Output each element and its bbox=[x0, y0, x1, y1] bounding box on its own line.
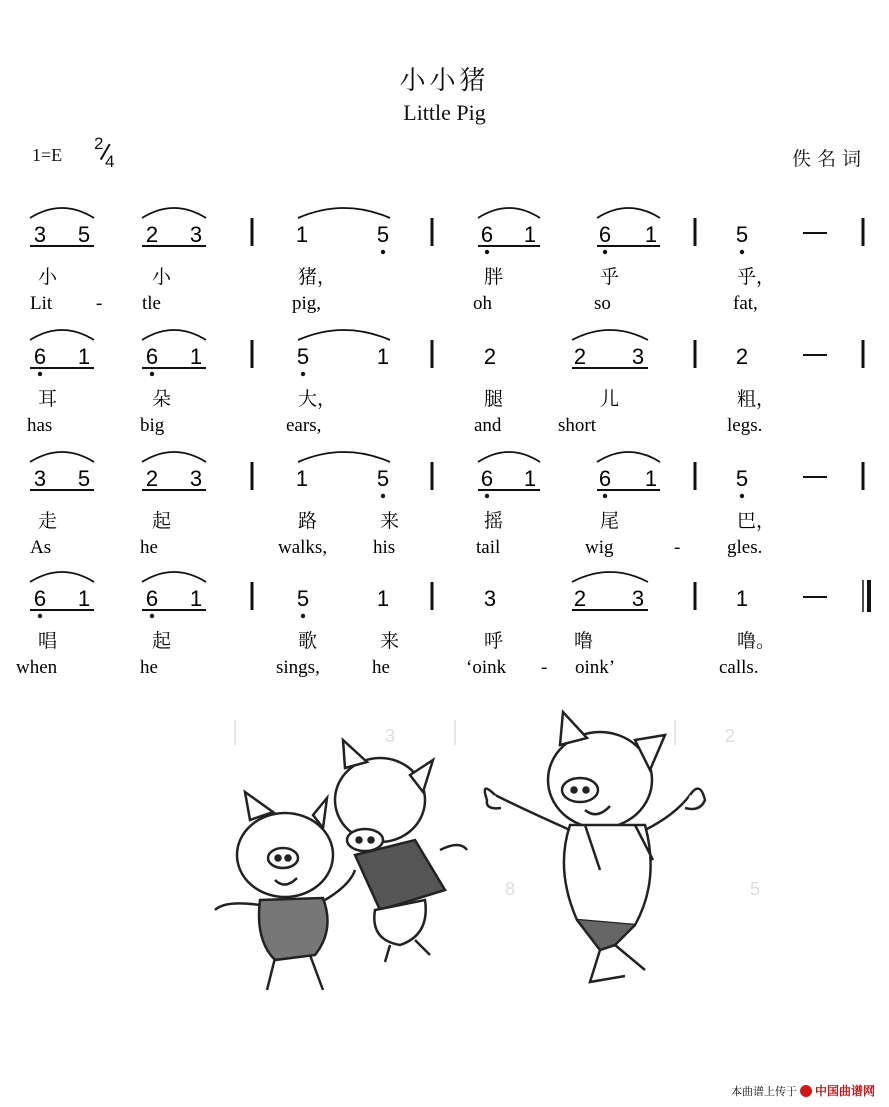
lyric-english: ‘oink bbox=[466, 657, 507, 678]
low-octave-dot bbox=[603, 494, 607, 498]
lyric-chinese: 粗， bbox=[737, 388, 776, 410]
note-digit: 5 bbox=[296, 344, 310, 369]
site-logo-icon bbox=[800, 1085, 812, 1097]
note-digit: 6 bbox=[598, 222, 612, 247]
lyric-english: and bbox=[474, 415, 502, 436]
low-octave-dot bbox=[150, 372, 154, 376]
slur bbox=[597, 208, 660, 218]
slur bbox=[572, 572, 648, 582]
note-digit: 3 bbox=[631, 344, 645, 369]
pig-middle bbox=[335, 740, 467, 962]
lyric-chinese: 尾 bbox=[600, 510, 620, 532]
lyricist-credit: 佚名词 bbox=[791, 148, 867, 170]
note-digit: 1 bbox=[189, 586, 203, 611]
note-digit: 6 bbox=[145, 586, 159, 611]
song-title: 小小猪 bbox=[399, 66, 490, 96]
note-digit: 1 bbox=[644, 222, 658, 247]
lyric-chinese: 耳 bbox=[38, 388, 58, 410]
note-digit: 3 bbox=[33, 222, 47, 247]
note-digit: 6 bbox=[145, 344, 159, 369]
time-signature-numerator: 2 bbox=[94, 134, 104, 153]
lyric-chinese: 起 bbox=[152, 630, 172, 652]
note-digit: 1 bbox=[735, 586, 749, 611]
note-digit: 1 bbox=[189, 344, 203, 369]
score-row bbox=[30, 452, 863, 558]
lyric-english: oh bbox=[473, 293, 492, 314]
pig-right bbox=[485, 712, 705, 982]
lyric-english: As bbox=[30, 537, 52, 558]
score-row bbox=[30, 208, 863, 314]
low-octave-dot bbox=[381, 250, 385, 254]
lyric-english: walks, bbox=[278, 537, 328, 558]
note-digit: 1 bbox=[376, 344, 390, 369]
lyric-english: he bbox=[372, 657, 390, 678]
low-octave-dot bbox=[603, 250, 607, 254]
low-octave-dot bbox=[38, 372, 42, 376]
lyric-english: wig bbox=[585, 537, 614, 558]
lyric-english: short bbox=[558, 415, 596, 436]
low-octave-dot bbox=[38, 614, 42, 618]
note-digit: 2 bbox=[483, 344, 497, 369]
lyric-chinese: 大， bbox=[298, 388, 337, 410]
lyric-chinese: 来 bbox=[380, 630, 400, 652]
note-digit: 5 bbox=[376, 466, 390, 491]
slur bbox=[142, 330, 206, 340]
low-octave-dot bbox=[485, 494, 489, 498]
svg-text:2: 2 bbox=[725, 726, 736, 746]
lyric-english: when bbox=[16, 657, 58, 678]
note-digit: 1 bbox=[644, 466, 658, 491]
svg-text:5: 5 bbox=[750, 879, 761, 899]
lyric-english: so bbox=[594, 293, 611, 314]
slur bbox=[597, 452, 660, 462]
lyric-chinese: 路 bbox=[298, 510, 318, 532]
lyric-english: big bbox=[140, 415, 165, 436]
low-octave-dot bbox=[485, 250, 489, 254]
lyric-chinese: 猪， bbox=[298, 266, 337, 288]
note-digit: 5 bbox=[77, 222, 91, 247]
note-digit: 2 bbox=[573, 586, 587, 611]
lyric-english: tail bbox=[476, 537, 501, 558]
lyric-english: Lit bbox=[30, 293, 53, 314]
note-digit: 1 bbox=[295, 466, 309, 491]
footer-source bbox=[731, 1082, 875, 1099]
lyric-chinese: 小 bbox=[38, 266, 58, 288]
slur bbox=[30, 452, 94, 462]
lyric-english: calls. bbox=[719, 657, 759, 678]
lyric-chinese: 歌 bbox=[298, 630, 318, 652]
note-digit: 3 bbox=[189, 466, 203, 491]
lyric-chinese: 乎 bbox=[600, 266, 620, 288]
low-octave-dot bbox=[301, 372, 305, 376]
slur bbox=[30, 330, 94, 340]
lyric-english: pig, bbox=[292, 293, 322, 314]
slur bbox=[298, 330, 390, 340]
lyric-chinese: 噜。 bbox=[737, 630, 776, 652]
note-digit: 2 bbox=[573, 344, 587, 369]
lyric-english: - bbox=[541, 657, 548, 678]
note-digit: 5 bbox=[296, 586, 310, 611]
pig-left bbox=[215, 792, 355, 990]
low-octave-dot bbox=[381, 494, 385, 498]
note-digit: 3 bbox=[33, 466, 47, 491]
lyric-chinese: 巴， bbox=[737, 510, 776, 532]
note-digit: 1 bbox=[523, 222, 537, 247]
lyric-chinese: 走 bbox=[38, 510, 58, 532]
slur bbox=[30, 572, 94, 582]
lyric-chinese: 噜 bbox=[574, 630, 594, 652]
lyric-chinese: 起 bbox=[152, 510, 172, 532]
note-digit: 2 bbox=[145, 466, 159, 491]
svg-text:8: 8 bbox=[505, 879, 516, 899]
note-digit: 6 bbox=[33, 344, 47, 369]
note-digit: 6 bbox=[33, 586, 47, 611]
note-digit: 3 bbox=[189, 222, 203, 247]
note-digit: 5 bbox=[735, 466, 749, 491]
lyric-english: tle bbox=[142, 293, 161, 314]
lyric-chinese: 来 bbox=[380, 510, 400, 532]
slur bbox=[478, 452, 540, 462]
note-digit: 1 bbox=[77, 586, 91, 611]
lyric-chinese: 儿 bbox=[600, 388, 620, 410]
note-digit: 3 bbox=[483, 586, 497, 611]
lyric-english: fat, bbox=[733, 293, 758, 314]
lyric-english: his bbox=[373, 537, 396, 558]
lyric-chinese: 朵 bbox=[152, 388, 172, 410]
note-digit: 1 bbox=[295, 222, 309, 247]
note-digit: 5 bbox=[376, 222, 390, 247]
lyric-english: gles. bbox=[727, 537, 763, 558]
lyric-english: sings, bbox=[276, 657, 320, 678]
lyric-chinese: 乎， bbox=[737, 266, 776, 288]
lyric-english: - bbox=[674, 537, 681, 558]
slur bbox=[30, 208, 94, 218]
lyric-english: - bbox=[96, 293, 103, 314]
low-octave-dot bbox=[301, 614, 305, 618]
slur bbox=[142, 208, 206, 218]
slur bbox=[298, 452, 390, 462]
lyric-english: oink’ bbox=[575, 657, 616, 678]
lyric-chinese: 胖 bbox=[484, 266, 504, 288]
footer-site: 中国曲谱网 bbox=[814, 1084, 875, 1098]
time-signature-denominator: 4 bbox=[105, 152, 115, 171]
low-octave-dot bbox=[150, 614, 154, 618]
lyric-chinese: 唱 bbox=[38, 630, 58, 652]
slur bbox=[298, 208, 390, 218]
slur bbox=[572, 330, 648, 340]
lyric-english: legs. bbox=[727, 415, 763, 436]
note-digit: 1 bbox=[523, 466, 537, 491]
note-digit: 6 bbox=[480, 466, 494, 491]
lyric-english: he bbox=[140, 537, 158, 558]
slur bbox=[142, 452, 206, 462]
note-digit: 1 bbox=[77, 344, 91, 369]
slur bbox=[478, 208, 540, 218]
score-row bbox=[16, 572, 869, 678]
note-digit: 5 bbox=[77, 466, 91, 491]
key-signature: 1=E bbox=[32, 145, 63, 165]
note-digit: 6 bbox=[598, 466, 612, 491]
note-digit: 3 bbox=[631, 586, 645, 611]
lyric-chinese: 摇 bbox=[484, 510, 504, 532]
three-pigs-illustration bbox=[205, 700, 885, 1000]
note-digit: 1 bbox=[376, 586, 390, 611]
lyric-english: he bbox=[140, 657, 158, 678]
slur bbox=[142, 572, 206, 582]
lyric-chinese: 腿 bbox=[484, 388, 504, 410]
footer-prefix: 本曲谱上传于 bbox=[730, 1084, 797, 1098]
score-row bbox=[27, 330, 863, 436]
note-digit: 6 bbox=[480, 222, 494, 247]
note-digit: 2 bbox=[145, 222, 159, 247]
svg-text:3: 3 bbox=[385, 726, 396, 746]
low-octave-dot bbox=[740, 494, 744, 498]
song-subtitle: Little Pig bbox=[403, 100, 486, 125]
lyric-english: has bbox=[27, 415, 53, 436]
lyric-chinese: 呼 bbox=[484, 630, 504, 652]
lyric-english: ears, bbox=[286, 415, 322, 436]
note-digit: 2 bbox=[735, 344, 749, 369]
note-digit: 5 bbox=[735, 222, 749, 247]
lyric-chinese: 小 bbox=[152, 266, 172, 288]
low-octave-dot bbox=[740, 250, 744, 254]
